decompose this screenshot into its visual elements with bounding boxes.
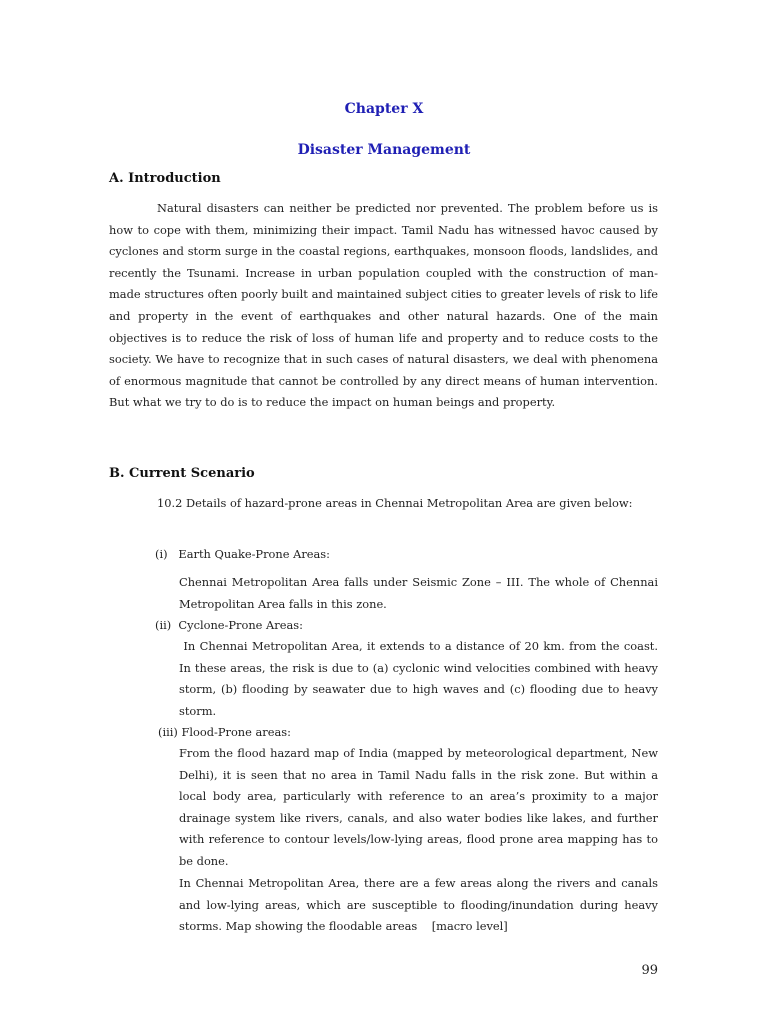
item-flood-label: (iii) Flood-Prone areas: bbox=[158, 725, 291, 739]
page-number: 99 bbox=[641, 963, 658, 978]
item-flood-text: From the flood hazard map of India (mapped by meteorological department, New Delhi), it is seen that no area in Tamil Nadu falls in the risk zone. But within a local body area, particularly with reference to an area’s proximity to a major drainage system like rivers, canals, and also water bodies like lakes, and further with reference to contour levels/low-lying areas, flood prone area mapping has to be done. bbox=[179, 746, 658, 868]
item-flood-text-continued: In Chennai Metropolitan Area, there are a few areas along the rivers and canals and low-lying areas, which are susceptible to flooding/inundation during heavy storms. Map showing the floodable areas [macro level] bbox=[179, 876, 662, 934]
item-earthquake-text: Chennai Metropolitan Area falls under Seismic Zone – III. The whole of Chennai Metropolitan Area falls in this zone. bbox=[179, 575, 658, 611]
item-cyclone-text: In Chennai Metropolitan Area, it extends to a distance of 20 km. from the coast. In these areas, the risk is due to (a) cyclonic wind velocities combined with heavy storm, (b) flooding by seawater due to high waves and (c) flooding due to heavy storm. bbox=[179, 639, 662, 718]
item-cyclone-label: (ii) Cyclone-Prone Areas: bbox=[155, 618, 303, 632]
introduction-paragraph: Natural disasters can neither be predicted nor prevented. The problem before us is how to cope with them, minimizing their impact. Tamil Nadu has witnessed havoc caused by cyclones and storm surge in the coastal regions, earthquakes, monsoon floods, landslides, and recently the Tsunami. Increase in urban population coupled with the construction of man-made structures often poorly built and maintained subject cities to greater levels of risk to life and property in the event of earthquakes and other natural hazards. One of the main objectives is to reduce the risk of loss of human life and property and to reduce costs to the society. We have to recognize that in such cases of natural disasters, we deal with phenomena of enormous magnitude that cannot be controlled by any direct means of human intervention. But what we try to do is to reduce the impact on human beings and property. bbox=[109, 201, 658, 410]
current-scenario-intro: 10.2 Details of hazard-prone areas in Chennai Metropolitan Area are given below: bbox=[157, 496, 633, 510]
section-heading-introduction: A. Introduction bbox=[109, 171, 221, 186]
chapter-title: Chapter X bbox=[344, 101, 424, 117]
item-earthquake-label: (i) Earth Quake-Prone Areas: bbox=[155, 547, 330, 561]
section-heading-current-scenario: B. Current Scenario bbox=[109, 466, 255, 481]
chapter-subtitle: Disaster Management bbox=[297, 142, 471, 158]
